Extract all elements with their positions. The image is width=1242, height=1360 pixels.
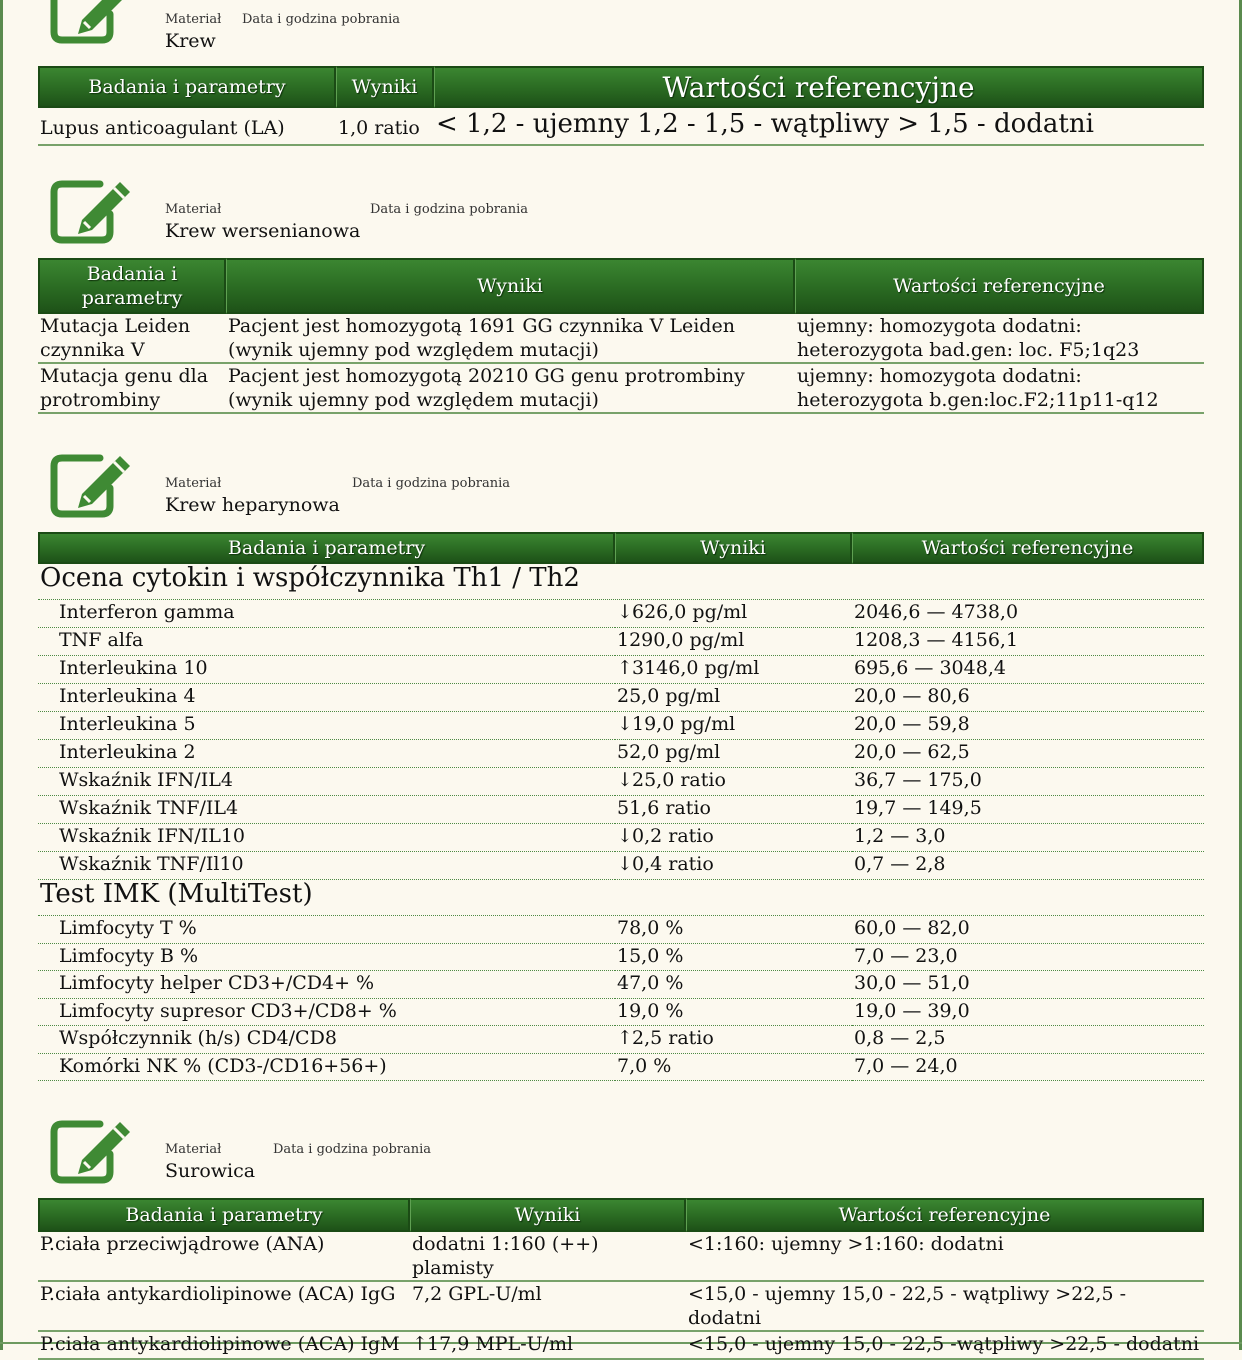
test-ref: <15,0 - ujemny 15,0 - 22,5 -wątpliwy >22,5 - dodatni [686, 1332, 1204, 1360]
test-ref: 1,2 — 3,0 [852, 824, 1204, 852]
test-name: Współczynnik (h/s) CD4/CD8 [38, 1026, 615, 1054]
table-row [38, 684, 1204, 712]
section-surowica [38, 1116, 1204, 1360]
arrow-down-icon: ↓ [617, 713, 633, 735]
test-result-cell [615, 1054, 852, 1082]
col-results-header: Wyniki [226, 258, 795, 314]
date-label: Data i godzina pobrania [370, 202, 529, 217]
test-result: 0,2 ratio [632, 825, 714, 847]
test-result-cell [615, 916, 852, 944]
test-name: Limfocyty T % [38, 916, 615, 944]
test-result-cell [615, 971, 852, 999]
table-row [38, 1332, 1204, 1360]
test-result-cell [615, 628, 852, 656]
test-result: 7,0 % [617, 1054, 672, 1077]
test-result-cell [615, 944, 852, 972]
arrow-down-icon: ↓ [617, 601, 633, 623]
test-result: 51,6 ratio [617, 797, 711, 819]
material-label: Materiał [165, 12, 222, 27]
test-result-cell [615, 712, 852, 740]
table-row [38, 796, 1204, 824]
test-name: Mutacja Leiden czynnika V [38, 314, 226, 364]
arrow-down-icon: ↓ [617, 825, 633, 847]
test-ref: 19,7 — 149,5 [852, 796, 1204, 824]
test-result: 19,0 pg/ml [632, 713, 736, 735]
table-row [38, 999, 1204, 1027]
date-label: Data i godzina pobrania [352, 476, 511, 491]
test-result-cell [410, 1332, 686, 1360]
test-ref: 2046,6 — 4738,0 [852, 600, 1204, 628]
test-result-cell [615, 740, 852, 768]
test-ref: 30,0 — 51,0 [852, 971, 1204, 999]
group-row [38, 564, 1204, 600]
test-result: 17,9 MPL-U/ml [427, 1333, 574, 1355]
test-ref: <15,0 - ujemny 15,0 - 22,5 - wątpliwy >22,5 - dodatni [686, 1282, 1204, 1332]
test-result-cell [615, 684, 852, 712]
section-krew-wersenianowa [38, 176, 1204, 414]
test-ref: 7,0 — 23,0 [852, 944, 1204, 972]
col-tests-header: Badania i parametry [38, 532, 615, 564]
arrow-up-icon: ↑ [617, 657, 633, 679]
material-label: Materiał [165, 202, 222, 217]
test-name: Wskaźnik TNF/Il10 [38, 852, 615, 880]
test-result: 2,5 ratio [632, 1027, 714, 1049]
test-name: Limfocyty supresor CD3+/CD8+ % [38, 999, 615, 1027]
test-result: Pacjent jest homozygotą 20210 GG genu protrombiny (wynik ujemny pod względem mutacji) [226, 364, 795, 414]
test-ref: 695,6 — 3048,4 [852, 656, 1204, 684]
material-value: Surowica [165, 1160, 256, 1182]
test-name: Interleukina 2 [38, 740, 615, 768]
test-name: Lupus anticoagulant (LA) [38, 108, 336, 146]
col-ref-header: Wartości referencyjne [686, 1198, 1204, 1232]
date-label: Data i godzina pobrania [273, 1142, 432, 1157]
test-ref: 60,0 — 82,0 [852, 916, 1204, 944]
test-ref: 0,8 — 2,5 [852, 1026, 1204, 1054]
test-ref: 19,0 — 39,0 [852, 999, 1204, 1027]
material-label: Materiał [165, 1142, 222, 1157]
col-tests-header: Badania i parametry [38, 258, 226, 314]
table-row [38, 712, 1204, 740]
test-result-cell [615, 796, 852, 824]
table-row [38, 1232, 1204, 1282]
table-row [38, 656, 1204, 684]
test-ref: < 1,2 - ujemny 1,2 - 1,5 - wątpliwy > 1,5 - dodatni [434, 108, 1204, 146]
arrow-up-icon: ↑ [412, 1333, 428, 1355]
test-result-cell [615, 999, 852, 1027]
group-row [38, 880, 1204, 916]
arrow-down-icon: ↓ [617, 853, 633, 875]
test-result: 3146,0 pg/ml [632, 657, 760, 679]
edit-icon[interactable] [48, 0, 134, 48]
test-result: Pacjent jest homozygotą 1691 GG czynnika V Leiden (wynik ujemny pod względem mutacji) [226, 314, 795, 364]
test-ref: ujemny: homozygota dodatni: heterozygota b.gen:loc.F2;11p11-q12 [795, 364, 1204, 414]
col-tests-header: Badania i parametry [38, 1198, 410, 1232]
test-ref: 20,0 — 62,5 [852, 740, 1204, 768]
test-result: 626,0 pg/ml [632, 601, 748, 623]
test-result: 47,0 % [617, 972, 684, 994]
test-name: TNF alfa [38, 628, 615, 656]
table-row [38, 740, 1204, 768]
table-row [38, 1054, 1204, 1082]
test-result: 15,0 % [617, 944, 684, 967]
section-krew-heparynowa [38, 450, 1204, 1081]
table-row [38, 600, 1204, 628]
test-ref: 20,0 — 80,6 [852, 684, 1204, 712]
test-name: Limfocyty B % [38, 944, 615, 972]
test-name: Komórki NK % (CD3-/CD16+56+) [38, 1054, 615, 1082]
date-label: Data i godzina pobrania [242, 12, 401, 27]
section-krew [38, 0, 1204, 146]
test-result-cell [410, 1282, 686, 1332]
results-table [38, 1198, 1204, 1360]
test-name: Wskaźnik IFN/IL10 [38, 824, 615, 852]
test-name: Mutacja genu dla protrombiny [38, 364, 226, 414]
test-result-cell [615, 824, 852, 852]
test-ref: 7,0 — 24,0 [852, 1054, 1204, 1082]
table-row [38, 916, 1204, 944]
table-row [38, 1026, 1204, 1054]
table-row [38, 852, 1204, 880]
test-ref: 20,0 — 59,8 [852, 712, 1204, 740]
test-result-cell [615, 768, 852, 796]
test-name: P.ciała przeciwjądrowe (ANA) [38, 1232, 410, 1282]
test-ref: 0,7 — 2,8 [852, 852, 1204, 880]
table-row [38, 628, 1204, 656]
test-result: 78,0 % [617, 917, 684, 939]
test-result: dodatni 1:160 (++) plamisty [412, 1233, 599, 1279]
arrow-down-icon: ↓ [617, 769, 633, 791]
test-ref: ujemny: homozygota dodatni: heterozygota bad.gen: loc. F5;1q23 [795, 314, 1204, 364]
table-row [38, 824, 1204, 852]
test-ref: <1:160: ujemny >1:160: dodatni [686, 1232, 1204, 1282]
test-name: P.ciała antykardiolipinowe (ACA) IgG [38, 1282, 410, 1332]
test-result: 7,2 GPL-U/ml [412, 1283, 542, 1305]
col-ref-header: Wartości referencyjne [852, 532, 1204, 564]
test-result: 25,0 ratio [632, 769, 726, 791]
material-value: Krew heparynowa [165, 494, 340, 516]
col-ref-header: Wartości referencyjne [434, 66, 1204, 108]
test-name: Limfocyty helper CD3+/CD4+ % [38, 971, 615, 999]
test-name: Wskaźnik IFN/IL4 [38, 768, 615, 796]
test-result: 52,0 pg/ml [617, 741, 721, 763]
test-ref: 36,7 — 175,0 [852, 768, 1204, 796]
test-result: 1,0 ratio [336, 108, 434, 146]
test-result-cell [615, 1026, 852, 1054]
edit-icon[interactable] [48, 176, 134, 248]
results-table [38, 258, 1204, 414]
material-value: Krew [165, 30, 216, 52]
table-row [38, 364, 1204, 414]
table-row [38, 1282, 1204, 1332]
arrow-up-icon: ↑ [617, 1027, 633, 1049]
test-name: Interleukina 10 [38, 656, 615, 684]
test-result-cell [410, 1232, 686, 1282]
results-table [38, 66, 1204, 146]
material-value: Krew wersenianowa [165, 220, 361, 242]
test-name: Interleukina 4 [38, 684, 615, 712]
test-result-cell [615, 600, 852, 628]
test-name: P.ciała antykardiolipinowe (ACA) IgM [38, 1332, 410, 1360]
col-results-header: Wyniki [410, 1198, 686, 1232]
table-row [38, 944, 1204, 972]
col-results-header: Wyniki [336, 66, 434, 108]
test-name: Wskaźnik TNF/IL4 [38, 796, 615, 824]
group-title: Ocena cytokin i współczynnika Th1 / Th2 [38, 564, 1204, 600]
edit-icon[interactable] [48, 1116, 134, 1188]
test-result-cell [615, 852, 852, 880]
test-result: 19,0 % [617, 999, 684, 1022]
table-row [38, 768, 1204, 796]
col-tests-header: Badania i parametry [38, 66, 336, 108]
test-ref: 1208,3 — 4156,1 [852, 628, 1204, 656]
test-result-cell [615, 656, 852, 684]
test-result: 1290,0 pg/ml [617, 629, 745, 651]
table-row [38, 314, 1204, 364]
test-result: 25,0 pg/ml [617, 685, 721, 707]
test-name: Interleukina 5 [38, 712, 615, 740]
table-row [38, 971, 1204, 999]
test-name: Interferon gamma [38, 600, 615, 628]
group-title: Test IMK (MultiTest) [38, 880, 1204, 916]
results-table [38, 532, 1204, 1081]
test-result: 0,4 ratio [632, 853, 714, 875]
edit-icon[interactable] [48, 450, 134, 522]
col-results-header: Wyniki [615, 532, 852, 564]
material-label: Materiał [165, 476, 222, 491]
col-ref-header: Wartości referencyjne [795, 258, 1204, 314]
table-row [38, 108, 1204, 146]
